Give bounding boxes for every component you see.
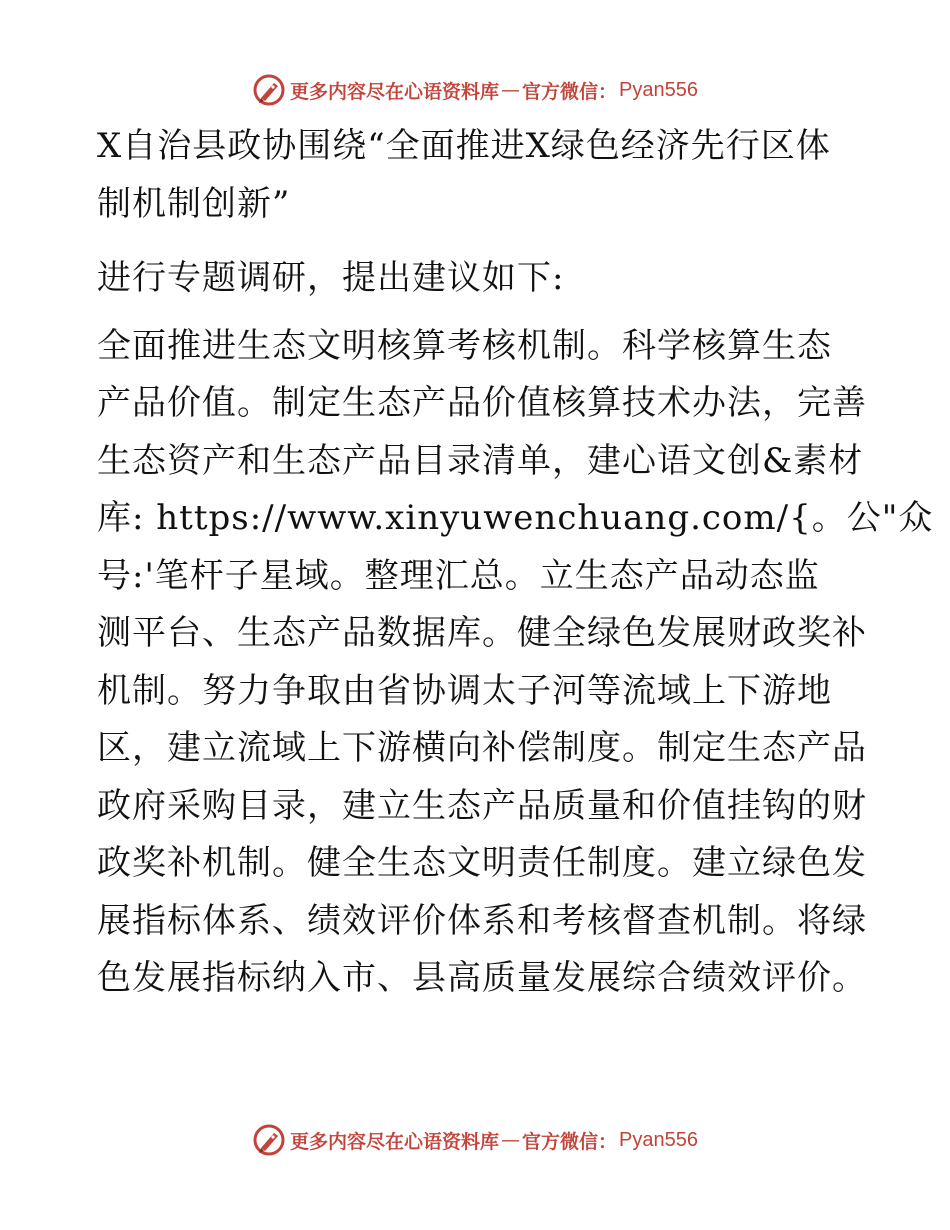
intro-line: 进行专题调研，提出建议如下:: [97, 258, 565, 298]
body-line: 展指标体系、绩效评价体系和考核督查机制。将绿: [97, 900, 867, 941]
watermark-wechat-label: 官方微信：: [522, 80, 618, 103]
watermark-wechat-id: Pyan556: [619, 1128, 698, 1151]
body-line: 生态资产和生态产品目录清单，建心语文创&素材: [97, 440, 864, 481]
title-line: X自治县政协围绕“全面推进X绿色经济先行区体: [97, 126, 831, 166]
watermark-main-text: 更多内容尽在心语资料库: [290, 1130, 500, 1153]
title-line: 制机制创新”: [97, 183, 291, 224]
body-line: 测平台、生态产品数据库。健全绿色发展财政奖补: [97, 613, 867, 653]
body-line: 色发展指标纳入市、县高质量发展综合绩效评价。: [97, 958, 867, 998]
watermark-separator: —: [501, 79, 521, 101]
body-line: 政府采购目录，建立生态产品质量和价值挂钩的财: [97, 785, 867, 826]
header-watermark: [0, 70, 950, 110]
document-body: [97, 118, 934, 1008]
watermark-main-text: 更多内容尽在心语资料库: [290, 80, 500, 103]
body-line: 区，建立流域上下游横向补偿制度。制定生态产品: [97, 728, 867, 768]
watermark-wechat-label: 官方微信：: [522, 1130, 618, 1153]
body-line: 机制。努力争取由省协调太子河等流域上下游地: [97, 670, 832, 711]
pen-nib-logo-icon: [252, 73, 286, 107]
watermark-wechat-id: Pyan556: [619, 78, 698, 101]
body-line: 全面推进生态文明核算考核机制。科学核算生态: [97, 325, 832, 366]
body-line: 号:'笔杆子星域。整理汇总。立生态产品动态监: [97, 555, 820, 596]
body-line: 产品价值。制定生态产品价值核算技术办法，完善: [97, 383, 867, 423]
watermark-separator: —: [501, 1129, 521, 1151]
body-line: 库: https://www.xinyuwenchuang.com/{。公"众: [97, 498, 934, 538]
body-line: 政奖补机制。健全生态文明责任制度。建立绿色发: [97, 843, 867, 883]
footer-watermark: [0, 1120, 950, 1160]
pen-nib-logo-icon: [252, 1123, 286, 1157]
